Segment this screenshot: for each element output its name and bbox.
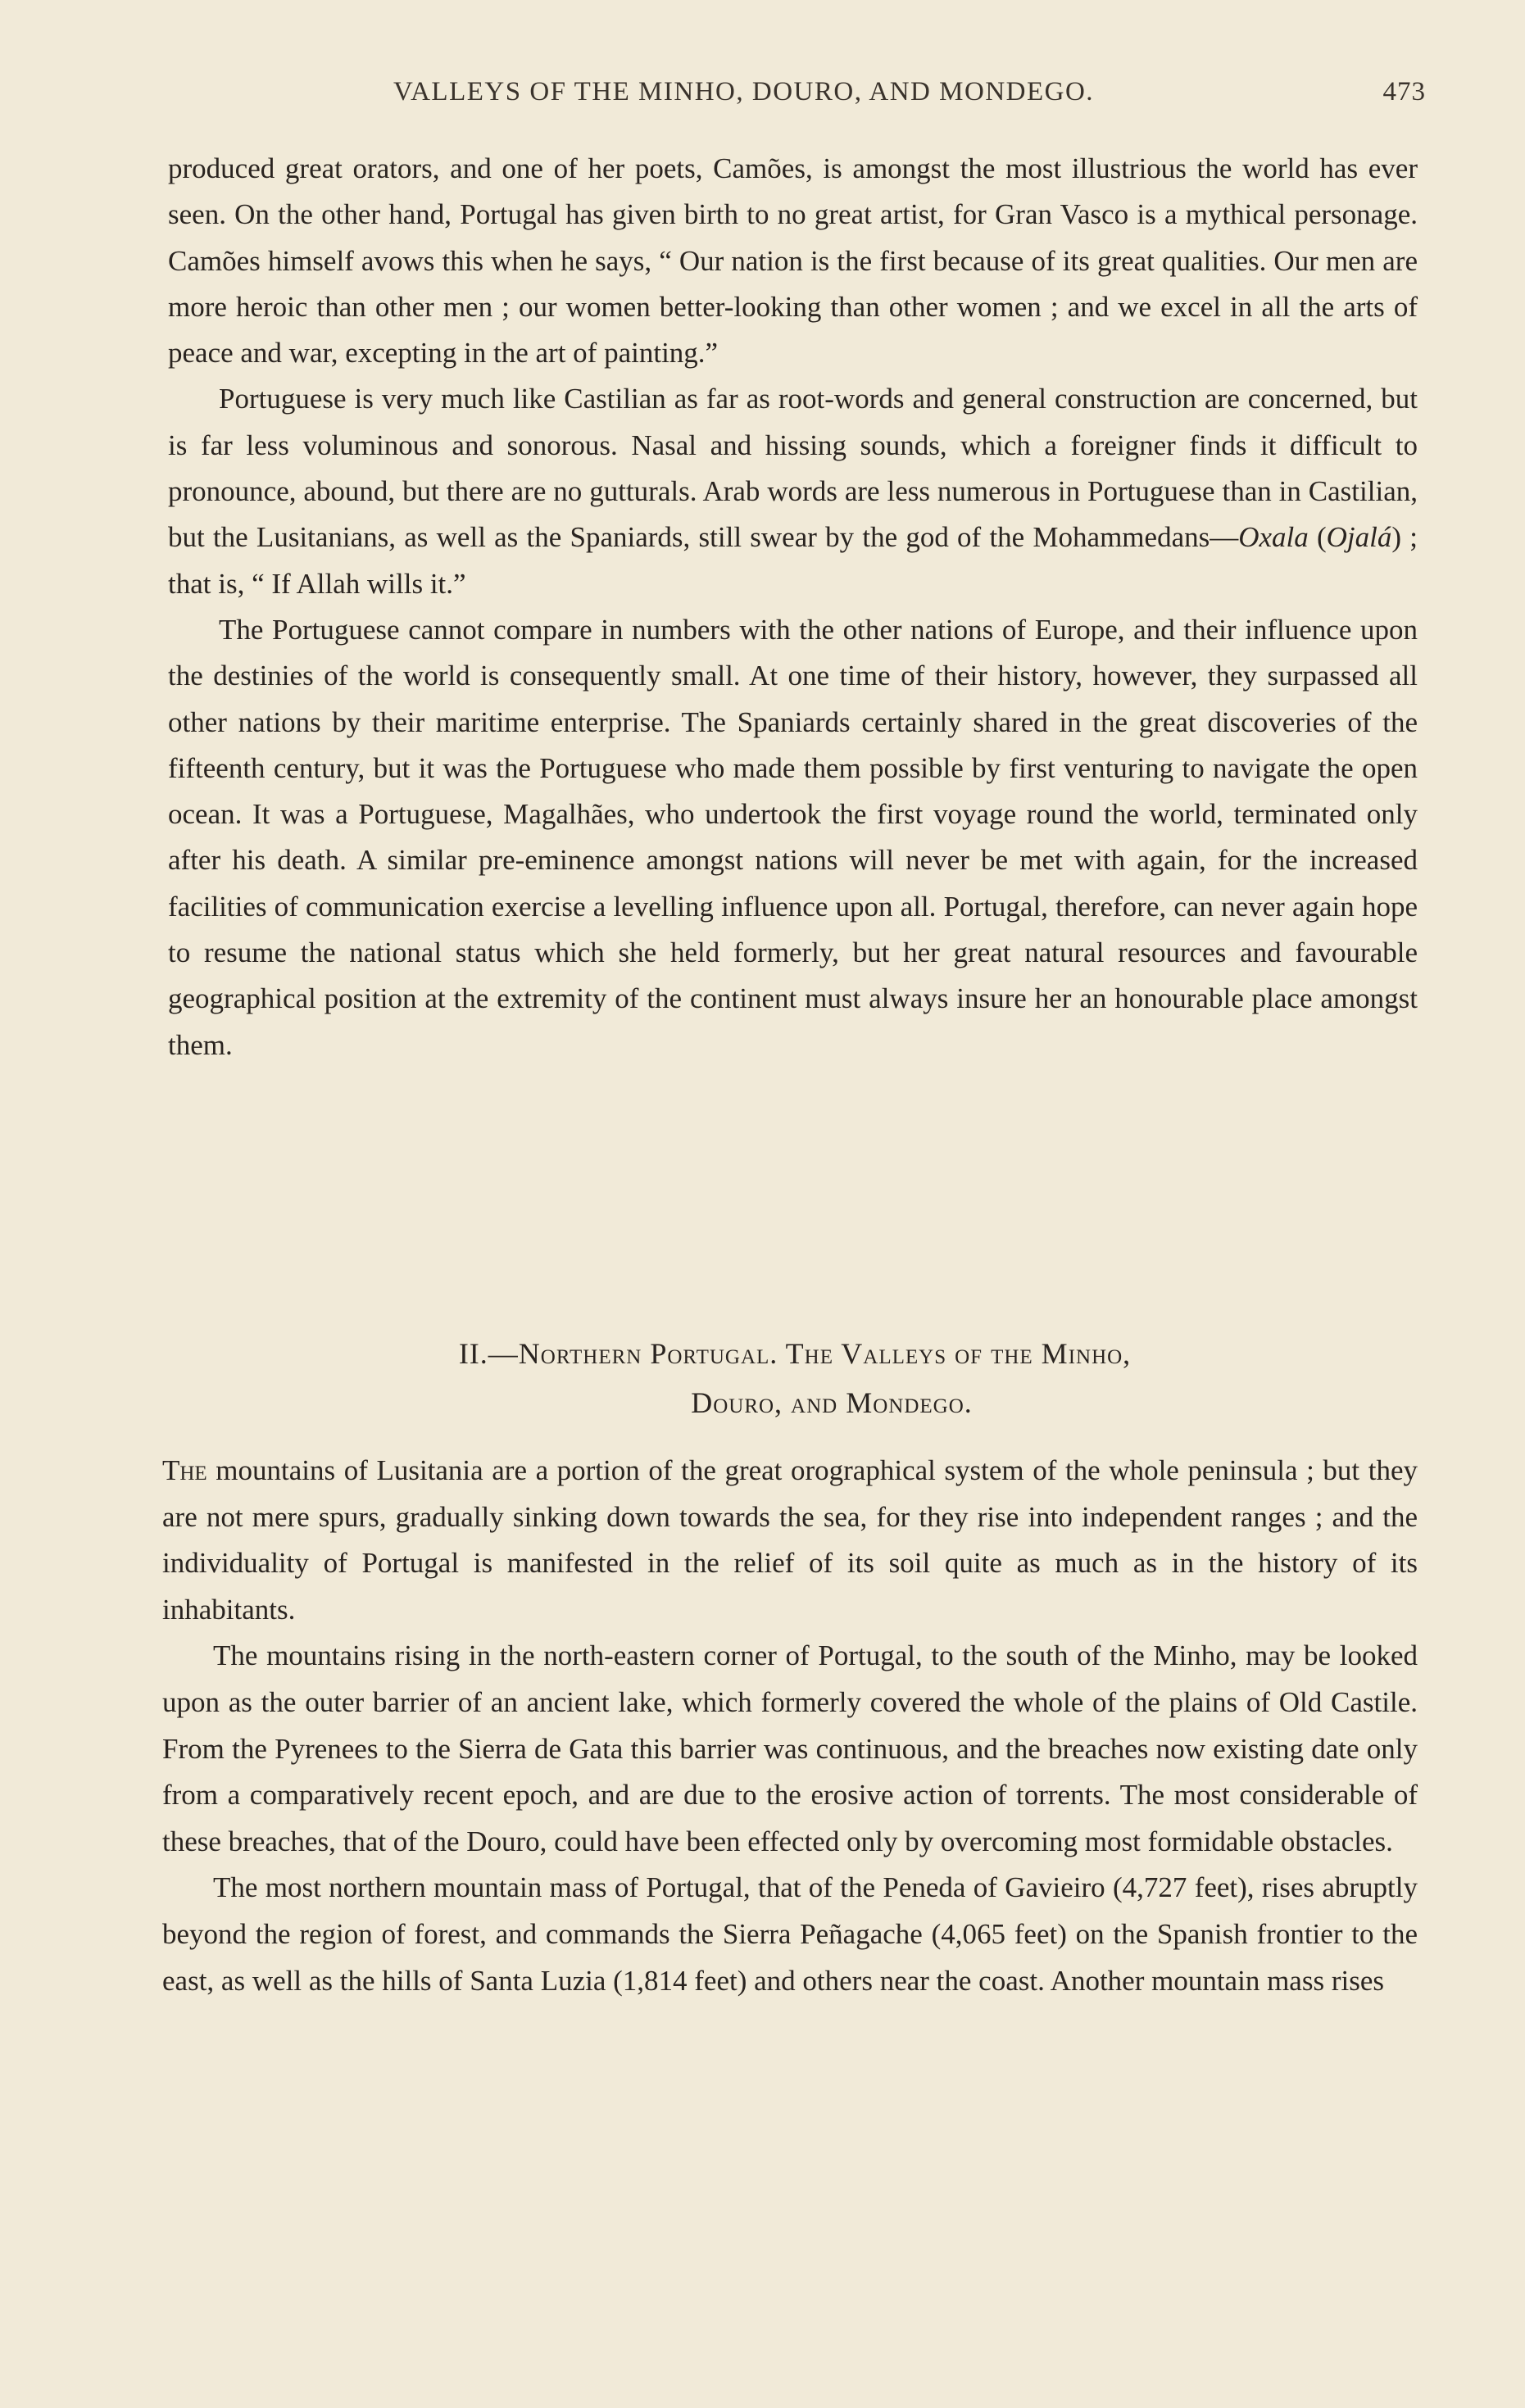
paragraph-text: ) ; that is, “ If Allah wills it.” — [168, 521, 1418, 600]
running-head — [164, 77, 1426, 118]
italic-term: Ojalá — [1326, 521, 1392, 554]
section-heading — [164, 1329, 1426, 1427]
paragraph-portuguese-language — [168, 376, 1418, 606]
paragraph-portuguese-nation: The Portuguese cannot compare in numbers with the other nations of Europe, and their influence upon the destinies of the world is consequently small. At one time of their history, however, they surpassed all other nations by their maritime enterprise. The Spaniards certainly shared in the great discoveries of the fifteenth century, but it was the Portuguese who made them possible by first venturing to navigate the open ocean. It was a Portuguese, Magalhães, who undertook the first voyage round the world, terminated only after his death. A similar pre-eminence amongst nations will never be met with again, for the increased facilities of communication exercise a levelling influence upon all. Portugal, therefore, can never again hope to resume the national status which she held formerly, but her great natural resources and favourable geographical position at the extremity of the continent must always insure her an honourable place amongst them. — [168, 613, 1418, 1061]
running-title: VALLEYS OF THE MINHO, DOURO, AND MONDEGO. — [393, 77, 1095, 107]
section-heading-line-2: Douro, and Mondego. — [691, 1386, 973, 1419]
lead-word: The — [162, 1454, 207, 1486]
paragraph-mountains-lusitania — [162, 1448, 1418, 1633]
paragraph-northern-mass: The most northern mountain mass of Portugal, that of the Peneda of Gavieiro (4,727 feet), rises abruptly beyond the region of forest, and commands the Sierra Peñagache (4,065 feet) on the Spanish frontier to the east, as well as the hills of Santa Luzia (1,814 feet) and others near the coast. Another mountain mass rises — [162, 1871, 1418, 1997]
paragraph-text: Portuguese is very much like Castilian as far as root-words and general construction are concerned, but is far less voluminous and sonorous. Nasal and hissing sounds, which a foreigner finds it difficult to pronounce, abound, but there are no gutturals. Arab words are less numerous in Portuguese than in Castilian, but the Lusitanians, as well as the Spaniards, still swear by the god of the Mohammedans— — [168, 383, 1418, 554]
section-heading-line-1: II.—Northern Portugal. The Valleys of the Minho, — [458, 1337, 1132, 1370]
paragraph-continued: produced great orators, and one of her poets, Camões, is amongst the most illustrious the world has ever seen. On the other hand, Portugal has given birth to no great artist, for Gran Vasco is a mythical personage. Camões himself avows this when he says, “ Our nation is the first because of its great qualities. Our men are more heroic than other men ; our women better-looking than other women ; and we excel in all the arts of peace and war, excepting in the art of painting.” — [168, 152, 1418, 370]
body-text-bottom — [162, 1448, 1418, 2004]
paragraph-text: mountains of Lusitania are a portion of the great orographical system of the whole peninsula ; but they are not mere spurs, gradually sinking down towards the sea, for they rise into independent ranges ; and the individuality of Portugal is manifested in the relief of its soil quite as much as in the history of its inhabitants. — [162, 1454, 1418, 1626]
paragraph-mountains-north-east: The mountains rising in the north-eastern corner of Portugal, to the south of the Minho, may be looked upon as the outer barrier of an ancient lake, which formerly covered the whole of the plains of Old Castile. From the Pyrenees to the Sierra de Gata this barrier was continuous, and the breaches now existing date only from a comparatively recent epoch, and are due to the erosive action of torrents. The most considerable of these breaches, that of the Douro, could have been effected only by overcoming most formidable obstacles. — [162, 1639, 1418, 1857]
italic-term: Oxala — [1238, 521, 1309, 554]
paragraph-text: ( — [1308, 521, 1327, 554]
body-text-top — [168, 146, 1418, 1068]
page-number: 473 — [1382, 77, 1426, 107]
